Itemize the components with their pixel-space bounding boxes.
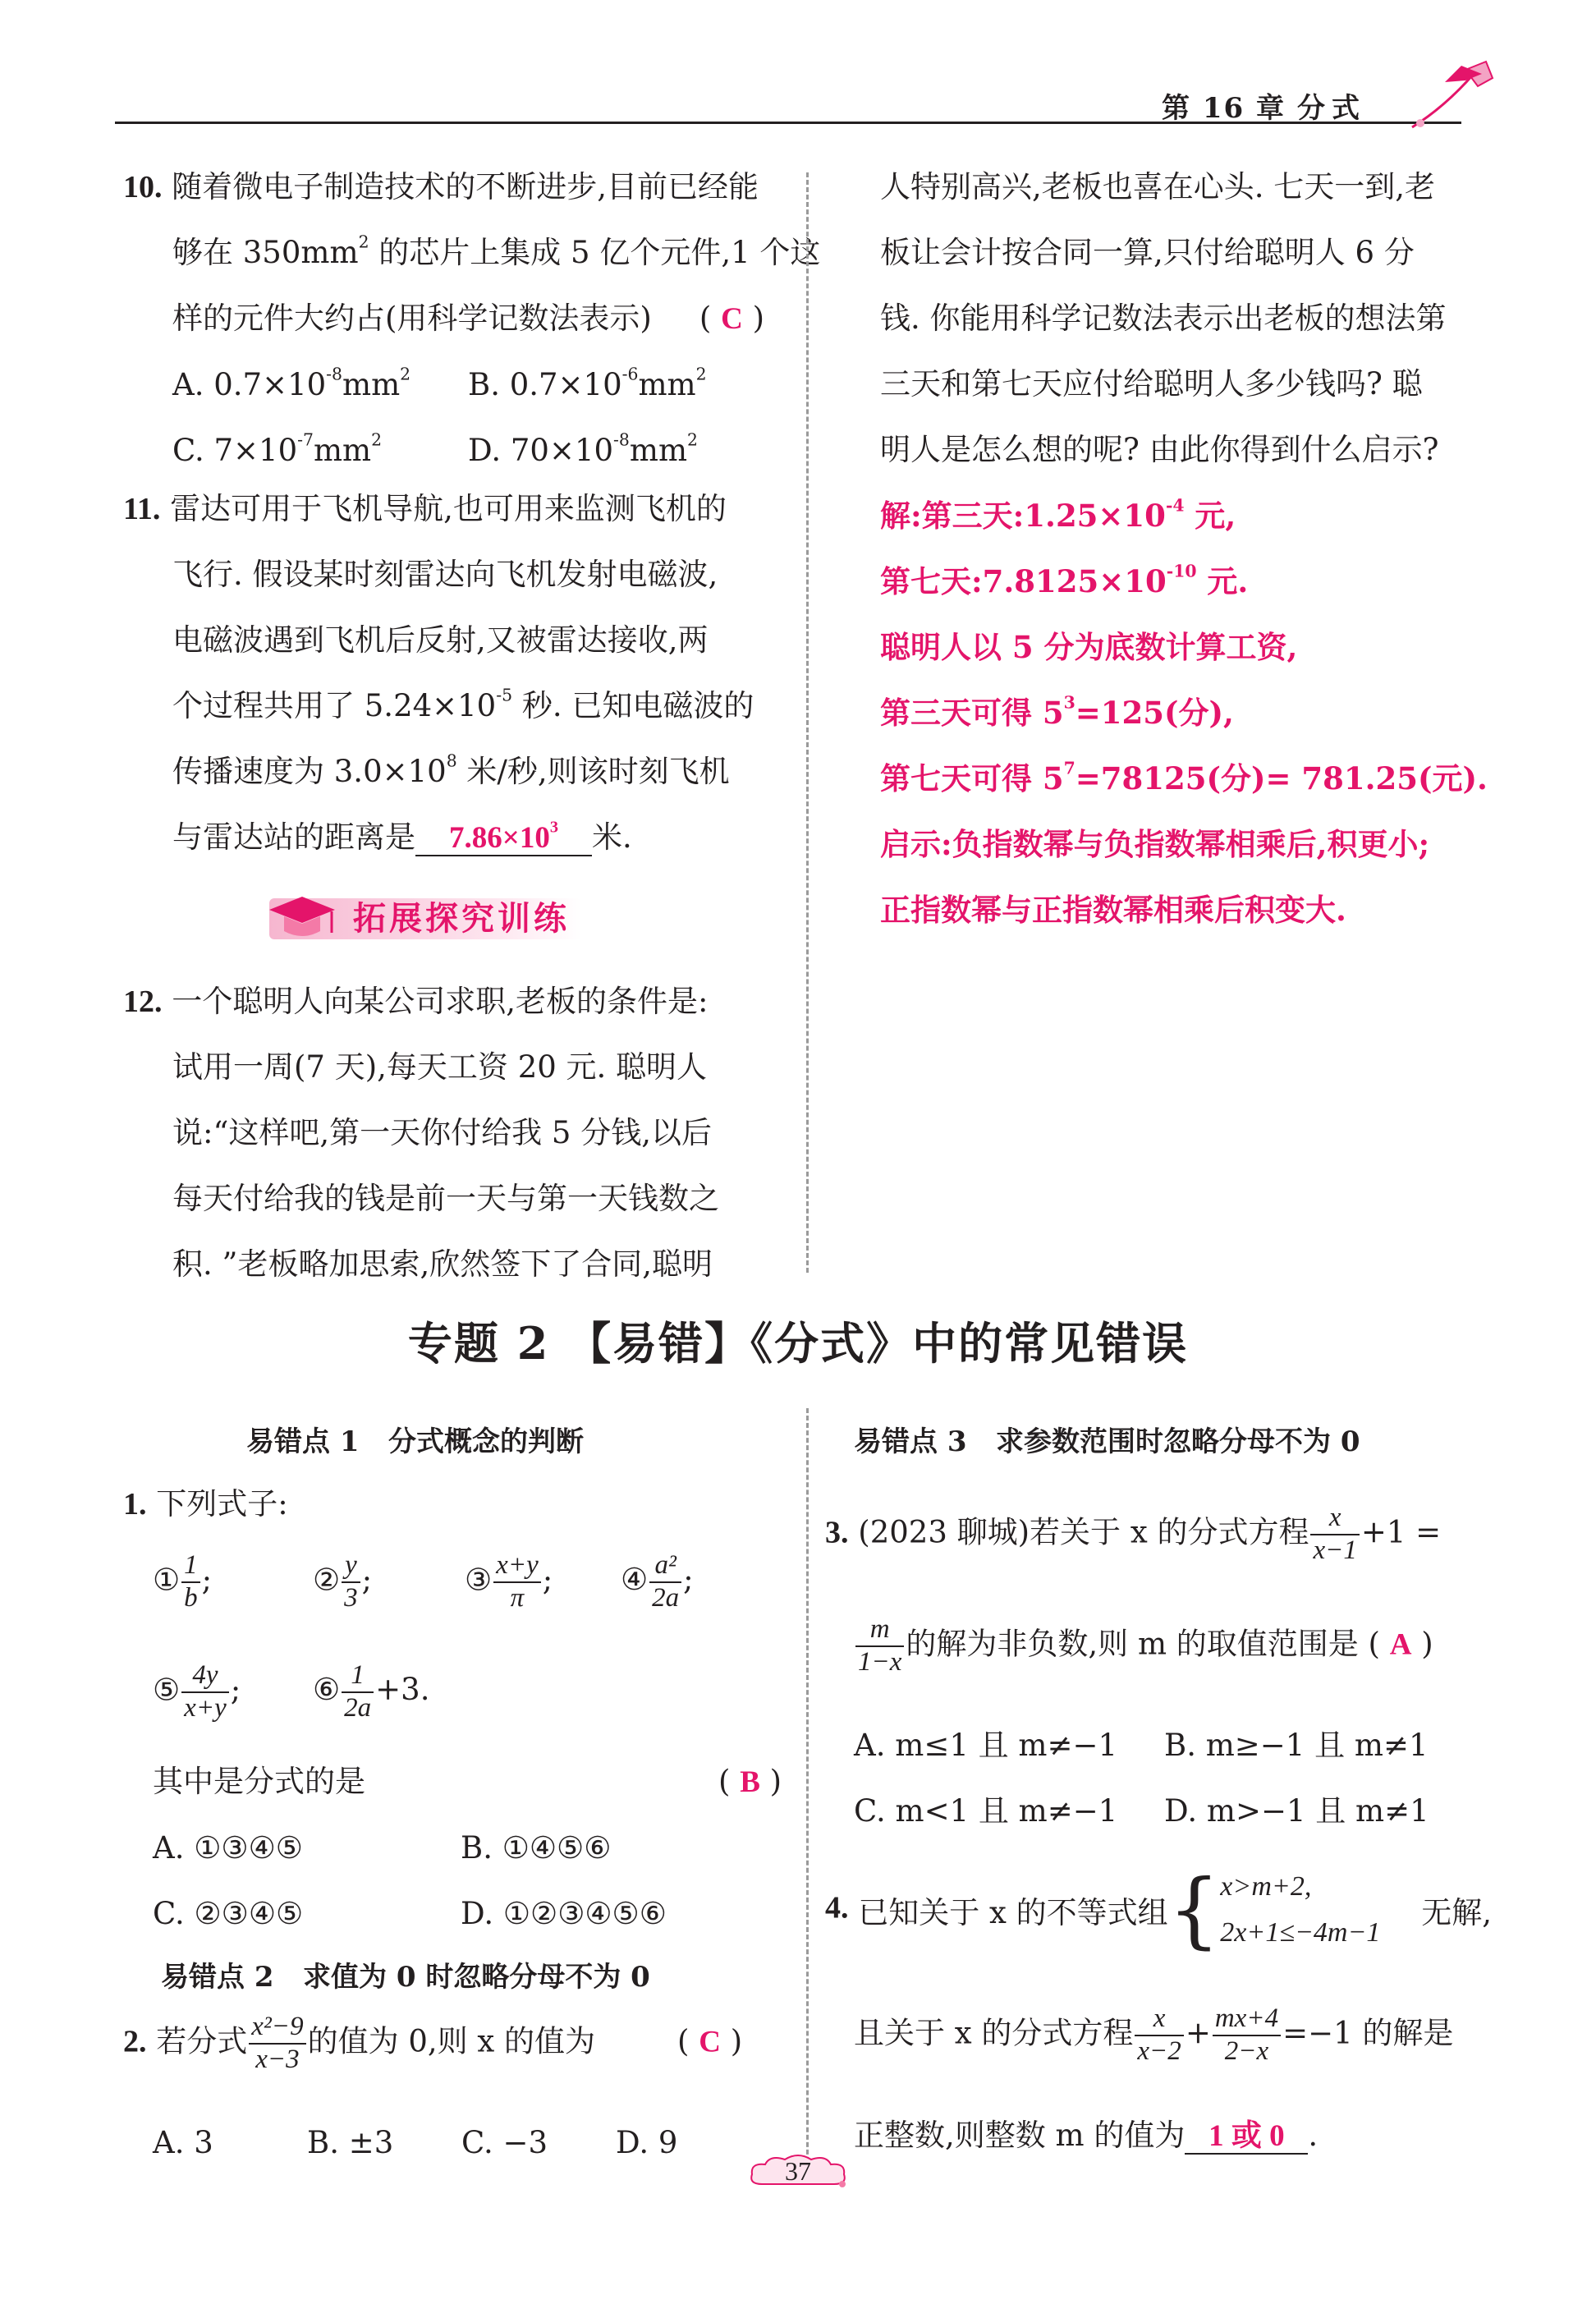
q12-solution-7: 正指数幂与正指数幂相乘后积变大. [880, 892, 1346, 928]
column-divider-top [806, 172, 809, 1273]
q1-ask: 其中是分式的是 [153, 1764, 365, 1799]
q2-option-c: C. −3 [461, 2125, 548, 2160]
q10-option-d: D. $70\times 10^{-8}mm^2$ [468, 429, 698, 468]
q12-line7: 板让会计按合同一算,只付给聪明人 6 分 [880, 235, 1415, 270]
q11-answer-blank: $7.86\times 10^3$ [415, 821, 592, 856]
q11-line6b: 米. [592, 819, 632, 855]
q12-right [880, 154, 1488, 943]
q10-line3: 样的元件大约占(用科学记数法表示) [172, 301, 652, 336]
q3-option-c: C. m<1 且 m≠−1 [854, 1793, 1118, 1829]
q2-answer: C [699, 2025, 721, 2059]
q2-pre: 若分式 [156, 2023, 248, 2059]
q11-line6a: 与雷达站的距离是 [172, 819, 415, 855]
q1-option-c: C. ②③④⑤ [153, 1896, 304, 1931]
graduation-cap-icon [261, 887, 343, 949]
q10-number: 10. [123, 170, 163, 204]
q11-line3: 电磁波遇到飞机后反射,又被雷达接收,两 [172, 622, 709, 658]
q12-solution-2: 第七天$:7.8125\times 10^{-10}$ 元. [880, 561, 1249, 599]
q11-line1: 雷达可用于飞机导航,也可用来监测飞机的 [170, 491, 727, 526]
q2-post: 的值为 0,则 x 的值为 [307, 2023, 596, 2059]
q1-expr-row1: ① $\frac{1}{b}$ ; ② $\frac{y}{3}$ ; ③ $\frac{x+y}{\pi}$ ; ④ $\frac{\text{a²}}{2a}$ ; [153, 1550, 694, 1613]
q12-line8: 钱. 你能用科学记数法表示出老板的想法第 [880, 301, 1447, 336]
q2-option-a: A. 3 [153, 2125, 213, 2160]
q12-line5: 积. ”老板略加思索,欣然签下了合同,聪明 [172, 1246, 713, 1282]
q12-solution-4: 第三天可得 $5^3=125$(分), [880, 692, 1234, 731]
q4: 4. 已知关于 x 的不等式组{ x>m+2, 2x+1≤−4m−1 无解, [825, 1861, 1493, 1957]
q10-line1: 随着微电子制造技术的不断进步,目前已经能 [172, 169, 759, 204]
q1-number: 1. [123, 1487, 147, 1521]
err3-heading: 易错点 3 求参数范围时忽略分母不为 0 [854, 1425, 1360, 1458]
header [0, 0, 1596, 140]
q3-pre: (2023 聊城)若关于 x 的分式方程 [858, 1514, 1309, 1550]
q12-line1: 一个聪明人向某公司求职,老板的条件是: [172, 984, 709, 1019]
q3-answer: A [1389, 1627, 1412, 1662]
q11-line4a: 个过程共用了 5.24×10 [172, 688, 497, 723]
q3-line2: $\frac{m}{1-x}$ 的解为非负数,则 m 的取值范围是 ( A ) [854, 1614, 1433, 1678]
q12-solution-1: 解:第三天$:1.25\times 10^{-4}$ 元, [880, 495, 1236, 534]
q3-options [854, 1713, 1429, 1844]
section-banner [261, 887, 622, 949]
q11-line5a: 传播速度为 3.0×10 [172, 754, 447, 789]
q2-option-b: B. ±3 [307, 2125, 394, 2160]
q1-option-b: B. ①④⑤⑥ [461, 1830, 612, 1866]
q2-options [153, 2110, 677, 2176]
q4-line2: 且关于 x 的分式方程 $\frac{x}{x-2}$ + $\frac{mx+4}{2-x}$ =−1 的解是 [854, 2003, 1454, 2066]
section-banner-label: 拓展探究训练 [353, 900, 570, 938]
q4-answer: 1 或 0 [1208, 2119, 1285, 2153]
page-number-badge [744, 2151, 852, 2194]
q10-option-c: C. $7\times 10^{-7}mm^2$ [172, 429, 383, 468]
q11-number: 11. [123, 492, 161, 526]
chapter-title: 分式 [1297, 92, 1366, 125]
q11-line4b: 秒. 已知电磁波的 [512, 688, 754, 723]
q3-post: +1 = [1360, 1514, 1442, 1550]
q12-solution-5: 第七天可得 $5^7=78125$(分)= 781.25(元). [880, 758, 1488, 796]
q3: 3. (2023 聊城)若关于 x 的分式方程 $\frac{x}{x-1}$ +1 = [825, 1503, 1442, 1565]
q12-line9: 三天和第七天应付给聪明人多少钱吗? 聪 [880, 366, 1423, 402]
column-divider-bottom [806, 1408, 809, 2184]
q12-line3: 说:“这样吧,第一天你付给我 5 分钱,以后 [172, 1115, 712, 1150]
q1-answer: B [740, 1765, 760, 1799]
q12-left [123, 969, 719, 1297]
q10: 10. 随着微电子制造技术的不断进步,目前已经能 够在 $350mm^2$ 的芯片上集成 5 亿个元件,1 个这 样的元件大约占(用科学记数法表示) ( C ) A. $0.7\times 10^{-8}mm^2$ B. $0.7\times 10^{-6}mm^2$ C. $7\times 10^{-7}mm^2$ D. $70\times 10^{-8}mm^2$ [123, 154, 820, 484]
q3-option-b: B. m≥−1 且 m≠1 [1164, 1728, 1429, 1763]
q1-expr-row2: ⑤ $\frac{4y}{x+y}$ ; ⑥ $\frac{1}{2a}$ +3. [153, 1660, 430, 1723]
q3-option-a: A. m≤1 且 m≠−1 [854, 1728, 1118, 1763]
q10-answer: C [721, 302, 743, 336]
q12-solution-3: 聪明人以 5 分为底数计算工资, [880, 629, 1298, 665]
q11-answer: 7.86×10 [448, 821, 550, 855]
q12-number: 12. [123, 984, 163, 1019]
q4-pre: 已知关于 x 的不等式组 [858, 1895, 1168, 1930]
q2: 2. 若分式 $\frac{\text{x²−9}}{x-3}$ 的值为 0,则 x 的值为 ( C ) [123, 2012, 743, 2074]
q10-line2b: 的芯片上集成 5 亿个元件,1 个这 [369, 235, 821, 270]
q1-option-a: A. ①③④⑤ [153, 1830, 303, 1866]
q12-line6: 人特别高兴,老板也喜在心头. 七天一到,老 [880, 169, 1436, 204]
q11-line5b: 米/秒,则该时刻飞机 [456, 754, 730, 789]
q4-answer-blank [1185, 2119, 1308, 2155]
q11: 11. 雷达可用于飞机导航,也可用来监测飞机的 飞行. 假设某时刻雷达向飞机发射电磁波, 电磁波遇到飞机后反射,又被雷达接收,两 个过程共用了 $5.24\times 10^{-5}$ 秒. 已知电磁波的 传播速度为 $3.0\times 10^8$ 米/秒,则该时刻飞机 与雷达站的距离是 $7.86\times 10^3$ 米. [123, 491, 754, 855]
q11-line2: 飞行. 假设某时刻雷达向飞机发射电磁波, [172, 557, 718, 592]
q4-post: 无解, [1421, 1895, 1493, 1930]
q4-number: 4. [825, 1890, 849, 1925]
q1 [123, 1471, 288, 1537]
q3-option-d: D. m>−1 且 m≠1 [1164, 1793, 1429, 1829]
topic-title: 专题 2 【易错】《分式》中的常见错误 [407, 1317, 1189, 1370]
q1-body: 其中是分式的是 ( B ) A. ①③④⑤ B. ①④⑤⑥ C. ②③④⑤ D. ①②③④⑤⑥ [153, 1749, 782, 1947]
q2-number: 2. [123, 2024, 147, 2059]
q10-line2a: 够在 350mm [172, 235, 359, 270]
q12-solution-6: 启示:负指数幂与负指数幂相乘后,积更小; [880, 826, 1430, 862]
pencil-icon [1396, 57, 1502, 140]
q4-line3: 正整数,则整数 m 的值为 1 或 0 . [854, 2118, 1319, 2153]
q1-intro: 下列式子: [156, 1486, 288, 1521]
page-number: 37 [785, 2156, 811, 2186]
q12-line10: 明人是怎么想的呢? 由此你得到什么启示? [880, 432, 1439, 467]
q12-line4: 每天付给我的钱是前一天与第一天钱数之 [172, 1181, 719, 1216]
q12-line2: 试用一周(7 天),每天工资 20 元. 聪明人 [172, 1049, 708, 1085]
err1-heading: 易错点 1 分式概念的判断 [246, 1425, 585, 1458]
q3-number: 3. [825, 1515, 849, 1550]
err2-heading: 易错点 2 求值为 0 时忽略分母不为 0 [161, 1961, 650, 1994]
q10-option-b: B. $0.7\times 10^{-6}mm^2$ [468, 364, 707, 402]
chapter-label: 第 16 章 [1162, 92, 1286, 125]
q2-option-d: D. 9 [616, 2125, 678, 2160]
q10-option-a: A. $0.7\times 10^{-8}mm^2$ [172, 364, 411, 402]
q1-option-d: D. ①②③④⑤⑥ [461, 1896, 667, 1931]
